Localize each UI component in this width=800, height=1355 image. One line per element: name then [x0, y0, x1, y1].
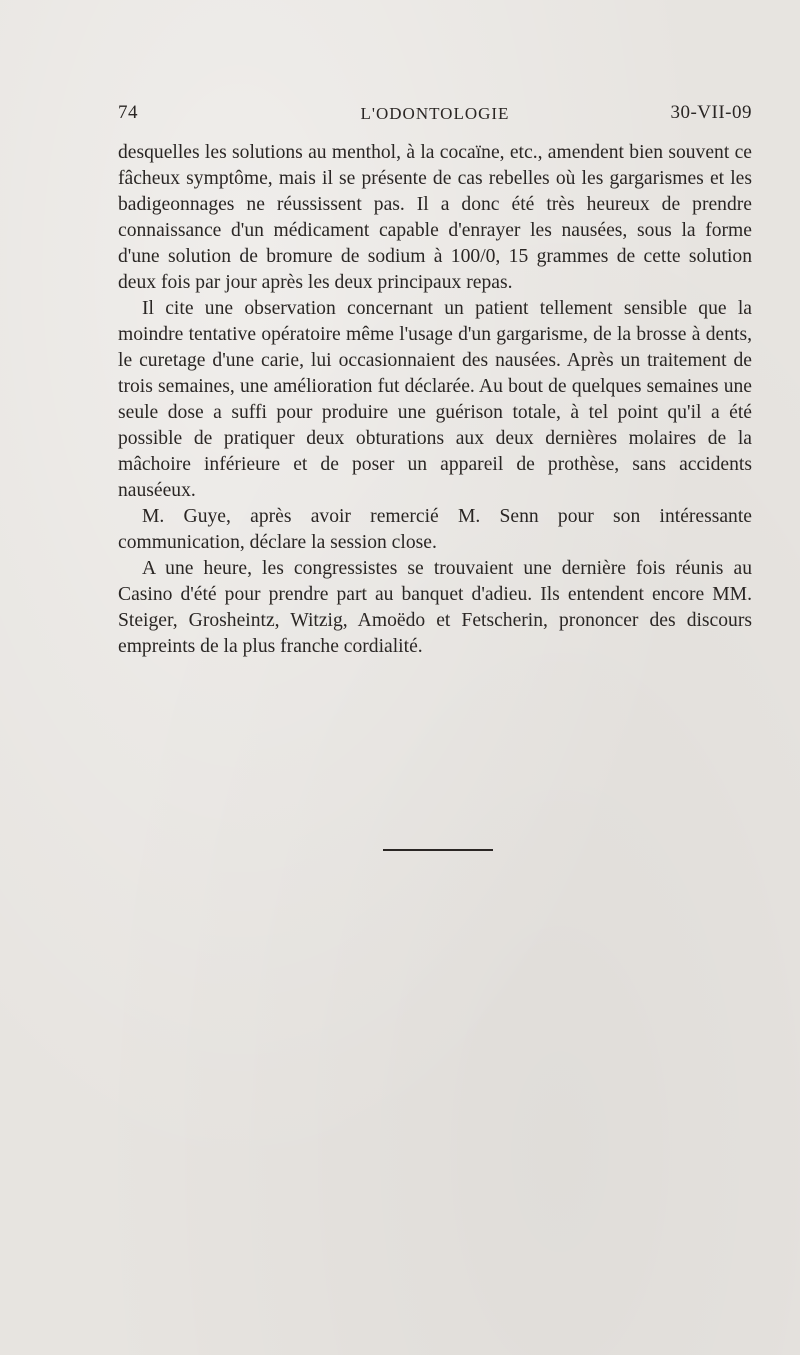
page-number: 74	[118, 102, 138, 123]
journal-title: L'ODONTOLOGIE	[360, 104, 510, 123]
section-end-rule	[383, 849, 493, 851]
article-body	[118, 140, 752, 660]
issue-date: 30-VII-09	[670, 102, 752, 123]
paragraph-banquet: A une heure, les congressistes se trouvaient une dernière fois réunis au Casino d'été pour prendre part au banquet d'adieu. Ils entendent encore MM. Steiger, Grosheintz, Witzig, Amoëdo et Fetscherin, prononcer des discours empreints de la plus franche cordialité.	[118, 558, 752, 657]
paragraph-observation: Il cite une observation concernant un patient tellement sensible que la moindre tentative opératoire même l'usage d'un gargarisme, de la brosse à dents, le curetage d'une carie, lui occasionnaient des nausées. Après un traitement de trois semaines, une amélioration fut déclarée. Au bout de quelques semaines une seule dose a suffi pour produire une guérison totale, à tel point qu'il a été possible de pratiquer deux obturations aux deux dernières molaires de la mâchoire inférieure et de poser un appareil de prothèse, sans accidents nauséeux.	[118, 298, 752, 501]
paragraph-session-close: M. Guye, après avoir remercié M. Senn pour son intéressante communication, déclare la session close.	[118, 506, 752, 553]
running-header	[118, 102, 752, 132]
paragraph-continuation: desquelles les solutions au menthol, à la cocaïne, etc., amendent bien souvent ce fâcheux symptôme, mais il se présente de cas rebelles où les gargarismes et les badigeonnages ne réussissent pas. Il a donc été très heureux de prendre connaissance d'un médicament capable d'enrayer les nausées, sous la forme d'une solution de bromure de sodium à 100/0, 15 grammes de cette solution deux fois par jour après les deux principaux repas.	[118, 142, 752, 293]
